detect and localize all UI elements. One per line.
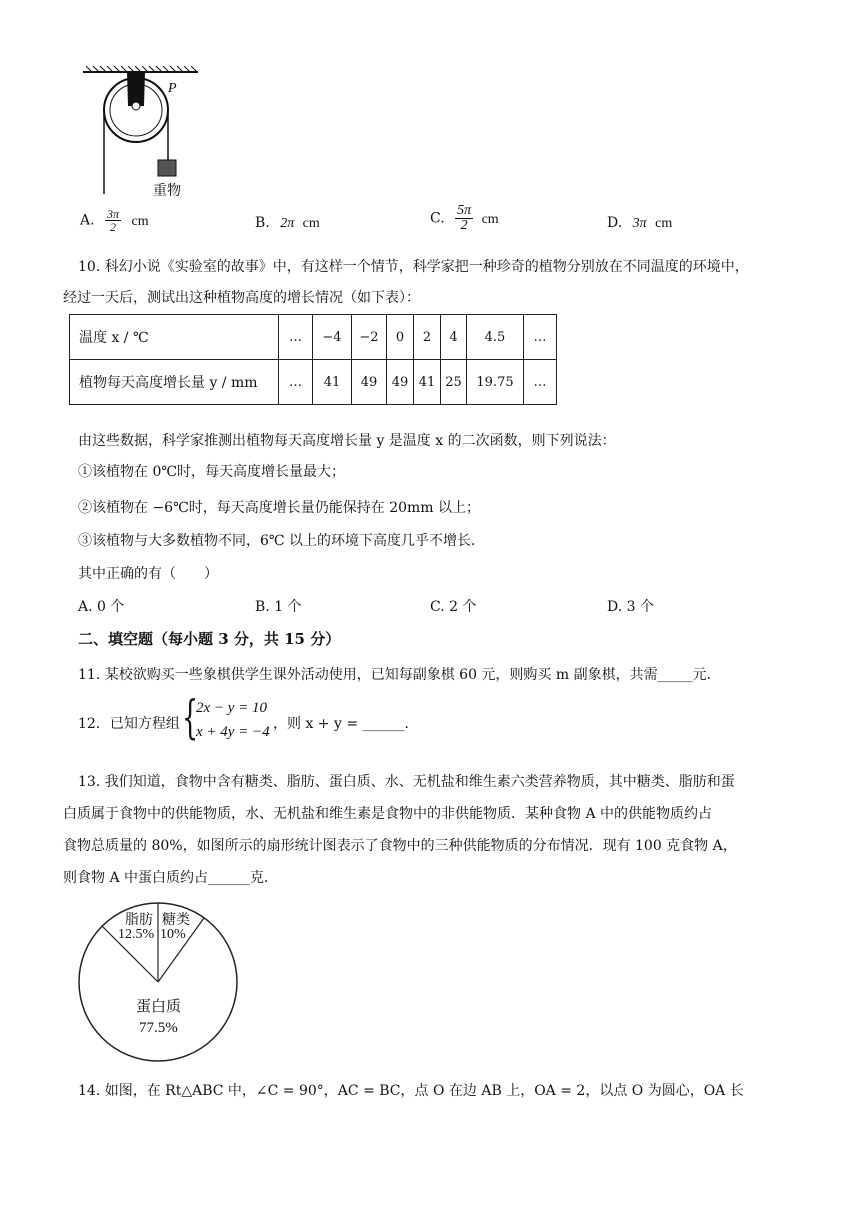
unit: cm: [655, 216, 673, 231]
option-letter: A.: [80, 212, 95, 229]
option-value: 3π: [632, 216, 647, 231]
q10-ask: 其中正确的有（ ）: [78, 566, 218, 582]
option-letter: B.: [255, 215, 270, 231]
pie-protein-pct: 77.5%: [139, 1020, 178, 1036]
pie-sugar-label: 糖类: [162, 912, 190, 928]
weight-label: 重物: [153, 183, 181, 199]
pie-fat-pct: 12.5%: [118, 927, 155, 942]
q10-line1: 10. 科幻小说《实验室的故事》中，有这样一个情节，科学家把一种珍奇的植物分别放在不同温度的环境中，: [78, 259, 749, 275]
q9-option-d[interactable]: [607, 215, 672, 232]
table-cell: …: [524, 360, 557, 405]
table-cell: −2: [352, 315, 387, 360]
q10-option-a[interactable]: A. 0 个: [78, 599, 125, 615]
q9-option-a[interactable]: [80, 208, 149, 233]
frac-num: 3π: [107, 207, 120, 221]
q10-after: 由这些数据，科学家推测出植物每天高度增长量 y 是温度 x 的二次函数，则下列说法：: [78, 433, 616, 449]
q10-option-c[interactable]: C. 2 个: [430, 599, 477, 615]
table-cell: 4: [441, 315, 467, 360]
q12-prefix: 12．已知方程组: [78, 716, 180, 732]
table-cell: 温度 x / ℃: [70, 315, 279, 360]
q10-option-d[interactable]: D. 3 个: [607, 599, 654, 615]
label-p: P: [168, 81, 177, 96]
pie-protein-label: 蛋白质: [136, 997, 182, 1015]
q12-brace: {: [182, 690, 199, 744]
frac-num: 5π: [457, 203, 472, 218]
table-cell: 41: [313, 360, 352, 405]
table-cell: 0: [387, 315, 414, 360]
q12-eq2: x + 4y = −4: [196, 724, 270, 740]
table-cell: 植物每天高度增长量 y / mm: [70, 360, 279, 405]
q9-option-b[interactable]: [255, 215, 320, 232]
option-letter: D.: [607, 215, 623, 231]
q10-statement-3: ③该植物与大多数植物不同，6℃ 以上的环境下高度几乎不增长．: [78, 533, 486, 549]
q10-option-b[interactable]: B. 1 个: [255, 599, 302, 615]
section-heading: 二、填空题（每小题 3 分，共 15 分）: [78, 630, 341, 648]
frac-den: 2: [460, 218, 468, 233]
table-cell: 41: [414, 360, 441, 405]
pie-fat-label: 脂肪: [125, 912, 153, 928]
data-table: [69, 314, 557, 405]
table-row: [70, 360, 557, 405]
q10-line2: 经过一天后，测试出这种植物高度的增长情况（如下表）：: [63, 290, 420, 306]
table-cell: 4.5: [467, 315, 524, 360]
table-cell: 25: [441, 360, 467, 405]
q13-line1: 13. 我们知道，食物中含有糖类、脂肪、蛋白质、水、无机盐和维生素六类营养物质，其中糖类、脂肪和蛋: [78, 774, 735, 790]
table-cell: …: [524, 315, 557, 360]
q10-statement-1: ①该植物在 0℃时，每天高度增长量最大；: [78, 464, 346, 480]
frac-den: 2: [110, 220, 117, 234]
q9-option-c[interactable]: [430, 204, 499, 233]
pulley-figure: [80, 66, 205, 206]
q12-eq1: 2x − y = 10: [196, 700, 268, 716]
table-cell: 19.75: [467, 360, 524, 405]
unit: cm: [302, 216, 320, 231]
pie-sugar-pct: 10%: [160, 927, 186, 942]
q13-line4: 则食物 A 中蛋白质约占______克．: [63, 870, 279, 886]
table-cell: 49: [352, 360, 387, 405]
q12-suffix: ，则 x + y = ______．: [273, 716, 419, 732]
unit: cm: [131, 213, 149, 229]
q14: 14. 如图，在 Rt△ABC 中，∠C = 90°，AC = BC，点 O 在边 AB 上，OA = 2，以点 O 为圆心，OA 长: [78, 1083, 744, 1099]
table-cell: …: [279, 315, 313, 360]
table-cell: 49: [387, 360, 414, 405]
q11: 11. 某校欲购买一些象棋供学生课外活动使用，已知每副象棋 60 元，则购买 m 副象棋，共需_____元．: [78, 667, 721, 683]
table-cell: …: [279, 360, 313, 405]
unit: cm: [481, 211, 499, 227]
option-value: 2π: [280, 216, 295, 231]
q10-statement-2: ②该植物在 −6℃时，每天高度增长量仍能保持在 20mm 以上；: [78, 500, 481, 516]
option-letter: C.: [430, 210, 445, 227]
table-cell: −4: [313, 315, 352, 360]
table-row: [70, 315, 557, 360]
table-cell: 2: [414, 315, 441, 360]
q13-line2: 白质属于食物中的供能物质，水、无机盐和维生素是食物中的非供能物质．某种食物 A 中的供能物质约占: [63, 806, 713, 822]
q13-line3: 食物总质量的 80%，如图所示的扇形统计图表示了食物中的三种供能物质的分布情况．现有 100 克食物 A，: [63, 838, 737, 854]
